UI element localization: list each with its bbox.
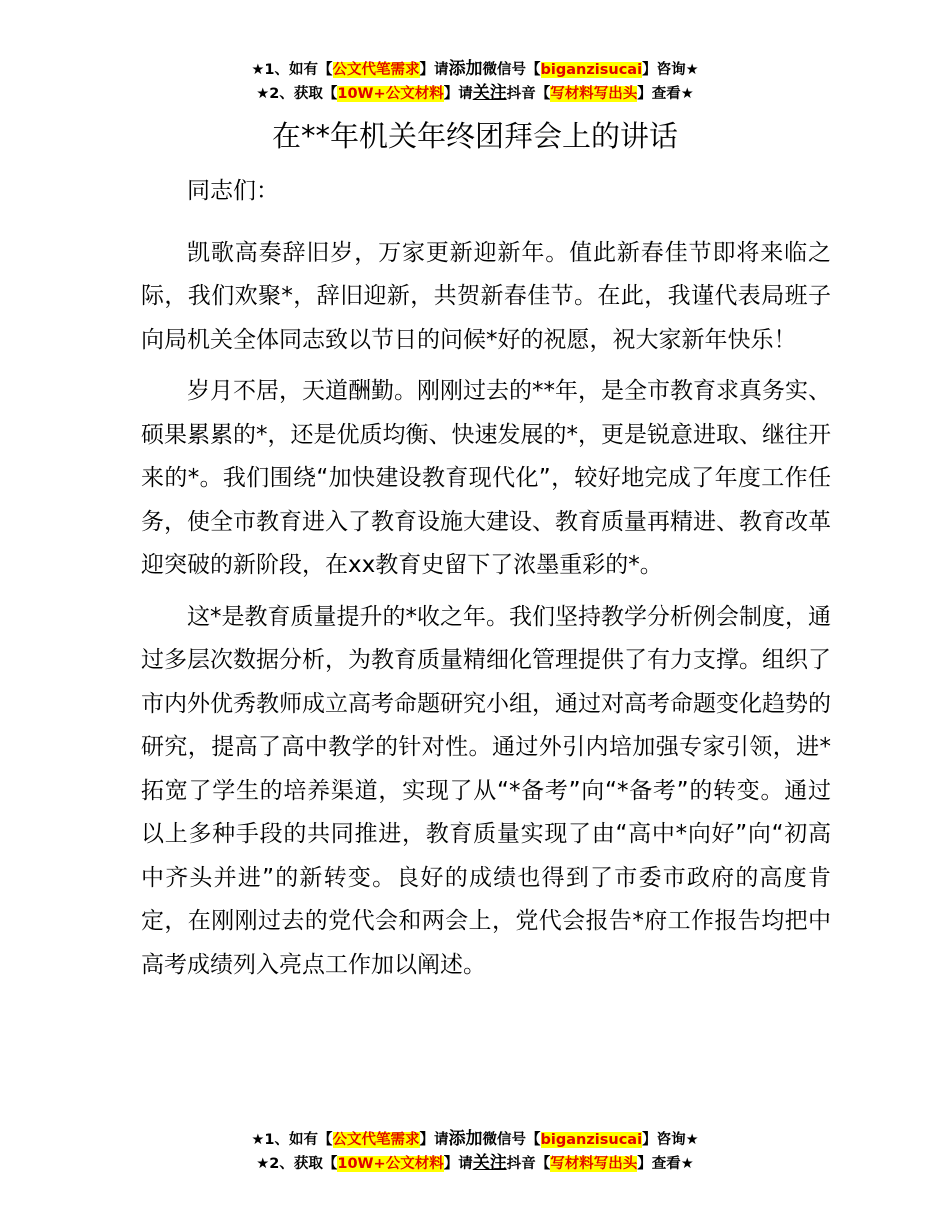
promo-highlight: biganzisucai xyxy=(540,1132,643,1148)
promo-highlight: 写材料写出头 xyxy=(550,86,638,102)
promo-line-1 xyxy=(0,58,950,82)
promo-highlight: 公文代笔需求 xyxy=(332,62,420,78)
paragraph: 岁月不居，天道酬勤。刚刚过去的**年，是全市教育求真务实、硕果累累的*，还是优质均衡、快速发展的*，更是锐意进取、继往开来的*。我们围绕“加快建设教育现代化”，较好地完成了年度工作任务，使全市教育进入了教育设施大建设、教育质量再精进、教育改革迎突破的新阶段，在xx教育史留下了浓墨重彩的*。 xyxy=(141,378,831,578)
promo-highlight: 10W+公文材料 xyxy=(337,86,444,102)
promo-line-2 xyxy=(0,82,950,106)
promo-emphasis: 添加 xyxy=(448,1129,483,1149)
promo-text: 微信号【 xyxy=(482,62,541,78)
promo-text: 】请 xyxy=(443,1156,473,1172)
promo-text: 】咨询★ xyxy=(642,62,699,78)
promo-text: ★2、获取【 xyxy=(256,86,338,102)
promo-text: 】请 xyxy=(443,86,473,102)
promo-highlight: 写材料写出头 xyxy=(550,1156,638,1172)
promo-line-2 xyxy=(0,1152,950,1176)
promo-emphasis: 关注 xyxy=(472,83,507,103)
document-title: 在**年机关年终团拜会上的讲话 xyxy=(271,119,678,153)
promo-emphasis: 添加 xyxy=(448,59,483,79)
document-body xyxy=(141,170,831,995)
promo-line-1 xyxy=(0,1128,950,1152)
promo-text: 抖音【 xyxy=(506,1156,551,1172)
promo-text: 】查看★ xyxy=(637,1156,694,1172)
promo-text: 】咨询★ xyxy=(642,1132,699,1148)
promo-text: 】查看★ xyxy=(637,86,694,102)
promo-text: 】请 xyxy=(419,1132,449,1148)
promo-text: 微信号【 xyxy=(482,1132,541,1148)
promo-text: ★1、如有【 xyxy=(251,62,333,78)
promo-text: ★2、获取【 xyxy=(256,1156,338,1172)
promo-text: 抖音【 xyxy=(506,86,551,102)
paragraph: 这*是教育质量提升的*收之年。我们坚持教学分析例会制度，通过多层次数据分析，为教育质量精细化管理提供了有力支撑。组织了市内外优秀教师成立高考命题研究小组，通过对高考命题变化趋势的研究，提高了高中教学的针对性。通过外引内培加强专家引领，进*拓宽了学生的培养渠道，实现了从“*备考”向“*备考”的转变。通过以上多种手段的共同推进，教育质量实现了由“高中*向好”向“初高中齐头并进”的新转变。良好的成绩也得到了市委市政府的高度肯定，在刚刚过去的党代会和两会上，党代会报告*府工作报告均把中高考成绩列入亮点工作加以阐述。 xyxy=(141,603,831,978)
greeting: 同志们： xyxy=(187,178,279,204)
promo-emphasis: 关注 xyxy=(472,1153,507,1173)
promo-banner-bottom xyxy=(0,1128,950,1176)
promo-text: 】请 xyxy=(419,62,449,78)
promo-text: ★1、如有【 xyxy=(251,1132,333,1148)
paragraph: 凯歌高奏辞旧岁，万家更新迎新年。值此新春佳节即将来临之际，我们欢聚*，辞旧迎新，共贺新春佳节。在此，我谨代表局班子向局机关全体同志致以节日的问候*好的祝愿，祝大家新年快乐！ xyxy=(141,239,831,353)
promo-banner-top xyxy=(0,58,950,106)
promo-highlight: 公文代笔需求 xyxy=(332,1132,420,1148)
promo-highlight: 10W+公文材料 xyxy=(337,1156,444,1172)
promo-highlight: biganzisucai xyxy=(540,62,643,78)
